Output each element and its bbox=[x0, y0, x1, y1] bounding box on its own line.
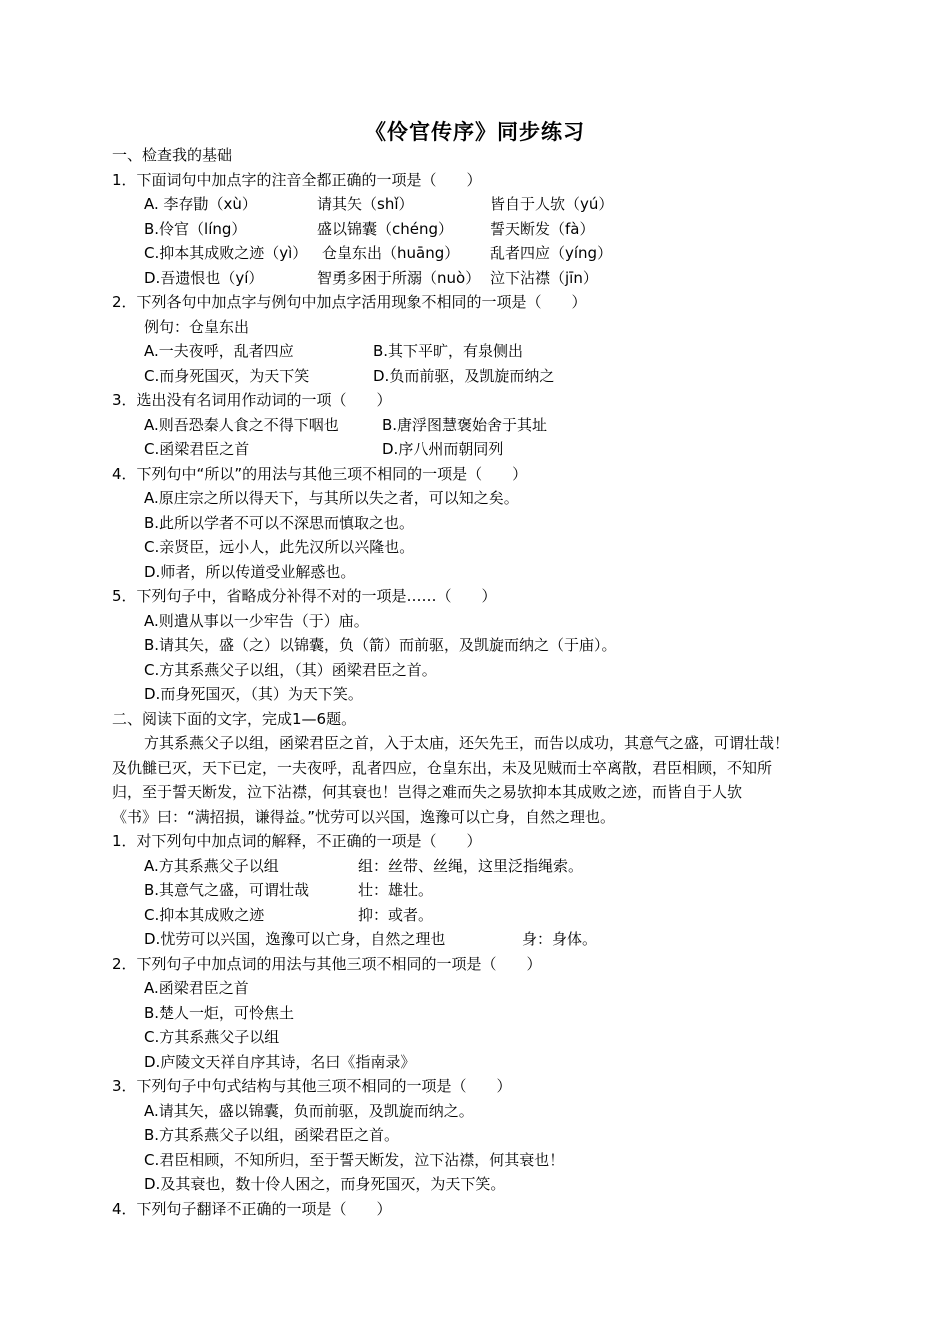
s1-q1-option: 泣下沾襟（jīn） bbox=[490, 269, 598, 287]
s1-q5-option: A.则遣从事以一少牢告（于）庙。 bbox=[144, 612, 369, 630]
s2-q4-stem: 4．下列句子翻译不正确的一项是（ ） bbox=[112, 1200, 392, 1218]
passage-line: 及仇雠已灭，天下已定，一夫夜呼，乱者四应，仓皇东出，未及见贼而士卒离散，君臣相顾，不知所 bbox=[112, 759, 773, 777]
s1-q1-option: 誓天断发（fà） bbox=[490, 220, 595, 238]
s2-q1-option: B.其意气之盛，可谓壮哉 bbox=[144, 881, 310, 899]
s1-q2-option: B.其下平旷，有泉侧出 bbox=[373, 342, 524, 360]
s1-q1-option: D.吾遗恨也（yí） bbox=[144, 269, 264, 287]
s2-q2-option: C.方其系燕父子以组 bbox=[144, 1028, 280, 1046]
s2-q1-option: C.抑本其成败之迹 bbox=[144, 906, 265, 924]
s2-q1-gloss: 身：身体。 bbox=[522, 930, 598, 948]
passage-line: 《书》曰：“满招损，谦得益。”忧劳可以兴国，逸豫可以亡身，自然之理也。 bbox=[112, 808, 616, 826]
s1-q2-example: 例句：仓皇东出 bbox=[144, 318, 250, 336]
s2-q1-option: D.忧劳可以兴国，逸豫可以亡身，自然之理也 bbox=[144, 930, 446, 948]
s1-q4-stem: 4．下列句中“所以”的用法与其他三项不相同的一项是（ ） bbox=[112, 465, 528, 483]
s1-q5-stem: 5．下列句子中，省略成分补得不对的一项是……（ ） bbox=[112, 587, 497, 605]
s1-q1-option: 智勇多困于所溺（nuò） bbox=[317, 269, 481, 287]
s1-q3-option: B.唐浮图慧褒始舍于其址 bbox=[382, 416, 548, 434]
s1-q4-option: D.师者，所以传道受业解惑也。 bbox=[144, 563, 356, 581]
s1-q4-option: C.亲贤臣，远小人，此先汉所以兴隆也。 bbox=[144, 538, 415, 556]
s2-q1-gloss: 壮：雄壮。 bbox=[358, 881, 434, 899]
s2-q3-option: B.方其系燕父子以组，函梁君臣之首。 bbox=[144, 1126, 400, 1144]
s2-q1-option: A.方其系燕父子以组 bbox=[144, 857, 279, 875]
s2-q3-stem: 3．下列句子中句式结构与其他三项不相同的一项是（ ） bbox=[112, 1077, 512, 1095]
s1-q1-option: 请其矢（shǐ） bbox=[317, 195, 414, 213]
s1-q1-stem: 1．下面词句中加点字的注音全都正确的一项是（ ） bbox=[112, 171, 482, 189]
s2-q1-gloss: 抑：或者。 bbox=[358, 906, 434, 924]
s1-q3-option: A.则吾恐秦人食之不得下咽也 bbox=[144, 416, 339, 434]
s1-q2-option: A.一夫夜呼，乱者四应 bbox=[144, 342, 294, 360]
section2-heading: 二、阅读下面的文字，完成1—6题。 bbox=[112, 710, 357, 728]
s1-q1-option: B.伶官（líng） bbox=[144, 220, 247, 238]
s2-q2-stem: 2．下列句子中加点词的用法与其他三项不相同的一项是（ ） bbox=[112, 955, 542, 973]
s2-q2-option: B.楚人一炬，可怜焦土 bbox=[144, 1004, 295, 1022]
passage-line: 方其系燕父子以组，函梁君臣之首，入于太庙，还矢先王，而告以成功，其意气之盛，可谓壮哉！ bbox=[144, 734, 790, 752]
s1-q1-option: 盛以锦囊（chéng） bbox=[317, 220, 454, 238]
s2-q3-option: C.君臣相顾，不知所归，至于誓天断发，泣下沾襟，何其衰也！ bbox=[144, 1151, 565, 1169]
section1-heading: 一、检查我的基础 bbox=[112, 146, 233, 164]
s1-q4-option: B.此所以学者不可以不深思而慎取之也。 bbox=[144, 514, 415, 532]
s1-q2-option: D.负而前驱，及凯旋而纳之 bbox=[373, 367, 555, 385]
s2-q1-stem: 1．对下列句中加点词的解释，不正确的一项是（ ） bbox=[112, 832, 482, 850]
s2-q2-option: D.庐陵文天祥自序其诗，名曰《指南录》 bbox=[144, 1053, 416, 1071]
s1-q1-option: A. 李存勖（xù） bbox=[144, 195, 257, 213]
s1-q5-option: D.而身死国灭，（其）为天下笑。 bbox=[144, 685, 363, 703]
s1-q2-stem: 2．下列各句中加点字与例句中加点字活用现象不相同的一项是（ ） bbox=[112, 293, 587, 311]
s1-q4-option: A.原庄宗之所以得天下，与其所以失之者，可以知之矣。 bbox=[144, 489, 519, 507]
page-title: 《伶官传序》同步练习 bbox=[365, 120, 585, 144]
passage-line: 归，至于誓天断发，泣下沾襟，何其衰也！岂得之难而失之易欤抑本其成败之迹，而皆自于人欤 bbox=[112, 783, 743, 801]
s1-q1-option: 乱者四应（yíng） bbox=[490, 244, 613, 262]
s2-q3-option: D.及其衰也，数十伶人困之，而身死国灭，为天下笑。 bbox=[144, 1175, 506, 1193]
s1-q2-option: C.而身死国灭，为天下笑 bbox=[144, 367, 310, 385]
s1-q3-option: D.序八州而朝同列 bbox=[382, 440, 504, 458]
s2-q2-option: A.函梁君臣之首 bbox=[144, 979, 249, 997]
s1-q1-option: 皆自于人欤（yú） bbox=[490, 195, 614, 213]
s1-q1-option: 仓皇东出（huāng） bbox=[322, 244, 460, 262]
s1-q1-option: C.抑本其成败之迹（yì） bbox=[144, 244, 308, 262]
s1-q3-stem: 3．选出没有名词用作动词的一项（ ） bbox=[112, 391, 392, 409]
s1-q5-option: C.方其系燕父子以组，（其）函梁君臣之首。 bbox=[144, 661, 437, 679]
s1-q5-option: B.请其矢，盛（之）以锦囊，负（箭）而前驱，及凯旋而纳之（于庙）。 bbox=[144, 636, 617, 654]
s2-q3-option: A.请其矢，盛以锦囊，负而前驱，及凯旋而纳之。 bbox=[144, 1102, 474, 1120]
s1-q3-option: C.函梁君臣之首 bbox=[144, 440, 250, 458]
s2-q1-gloss: 组：丝带、丝绳，这里泛指绳索。 bbox=[358, 857, 584, 875]
